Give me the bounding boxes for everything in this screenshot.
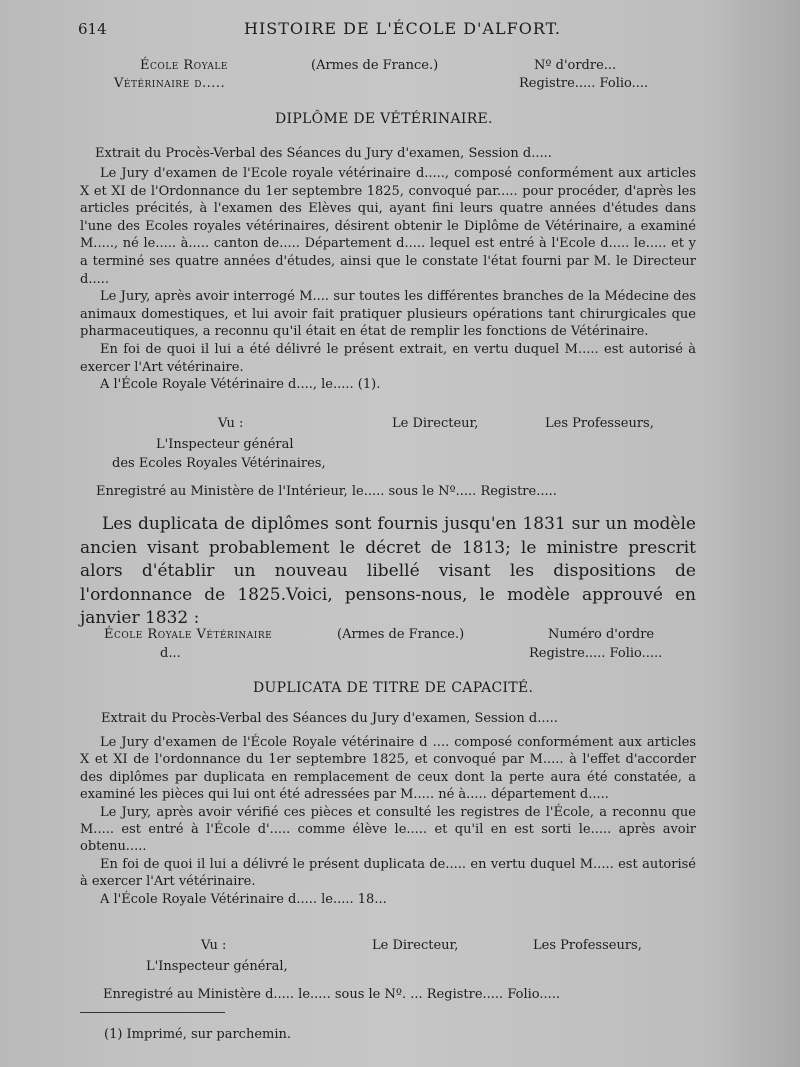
diploma1-arms: (Armes de France.)	[311, 58, 439, 73]
diploma1-extract: Extrait du Procès-Verbal des Séances du Jury d'examen, Session d.....	[95, 146, 552, 161]
diploma2-paragraph: En foi de quoi il lui a délivré le présent duplicata de..... en vertu duquel M..... est autorisé à exercer l'Art vétérinaire.	[80, 856, 696, 890]
diploma1-paragraph: A l'École Royale Vétérinaire d...., le..... (1).	[100, 377, 381, 393]
diploma1-title: DIPLÔME DE VÉTÉRINAIRE.	[275, 111, 493, 127]
diploma1-enregistre: Enregistré au Ministère de l'Intérieur, le..... sous le Nº..... Registre.....	[96, 484, 557, 499]
diploma1-paragraph: En foi de quoi il lui a été délivré le présent extrait, en vertu duquel M..... est autorisé à exercer l'Art vétérinaire.	[80, 341, 696, 375]
diploma2-enregistre: Enregistré au Ministère d..... le..... sous le Nº. ... Registre..... Folio.....	[103, 987, 561, 1002]
diploma1-directeur: Le Directeur,	[392, 416, 479, 431]
diploma1-professeurs: Les Professeurs,	[545, 416, 654, 431]
diploma1-register: Registre..... Folio....	[519, 76, 649, 91]
diploma2-paragraph: Le Jury d'examen de l'École Royale vétérinaire d .... composé conformément aux articles X et XI de l'ordonnance du 1er septembre 1825, et convoqué par M..... à l'effet d'accorder des diplômes par duplicata en remplacement de ceux dont la perte aura été constatée, a examiné les pièces qui lui ont été adressées par M..... né à..... département d.....	[80, 735, 696, 803]
diploma2-paragraph: Le Jury, après avoir vérifié ces pièces et consulté les registres de l'École, a reconnu que M..... est entré à l'École d'..... comme élève le..... et qu'il en est sorti le..... après avoir obtenu.....	[80, 804, 696, 855]
diploma1-inspecteur-line1: L'Inspecteur général	[156, 437, 294, 452]
diploma1-order-number: Nº d'ordre...	[534, 58, 617, 73]
running-title: HISTOIRE DE L'ÉCOLE D'ALFORT.	[244, 19, 561, 38]
diploma2-directeur: Le Directeur,	[372, 938, 459, 953]
diploma2-inspecteur: L'Inspecteur général,	[146, 959, 288, 974]
page-number: 614	[78, 20, 107, 38]
diploma1-school-line1: École Royale	[140, 58, 228, 73]
diploma2-vu: Vu :	[201, 938, 227, 953]
diploma1-paragraph: Le Jury, après avoir interrogé M.... sur toutes les différentes branches de la Médecine des animaux domestiques, et lui avoir fait pratiquer plusieurs opérations tant chirurgicales que pharmaceutiques, a reconnu qu'il était en état de remplir les fonctions de Vétérinaire.	[80, 289, 696, 340]
diploma2-body	[80, 734, 696, 908]
footnote-rule	[80, 1012, 225, 1013]
diploma2-register: Registre..... Folio.....	[529, 646, 663, 661]
diploma1-paragraph: Le Jury d'examen de l'Ecole royale vétérinaire d....., composé conformément aux articles X et XI de l'Ordonnance du 1er septembre 1825, convoqué par..... pour procéder, d'après les articles précités, à l'examen des Elèves qui, ayant fini leurs quatre années d'études dans l'une des Ecoles royales vétérinaires, désirent obtenir le Diplôme de Vétérinaire, a examiné M....., né le..... à..... canton de..... Département d..... lequel est entré à l'Ecole d..... le..... et y a terminé ses quatre années d'études, ainsi que le constate l'état fourni par M. le Directeur d.....	[80, 166, 696, 287]
commentary-paragraph: Les duplicata de diplômes sont fournis jusqu'en 1831 sur un modèle ancien visant probablement le décret de 1813; le ministre prescrit alors d'établir un nouveau libellé visant les dispositions de l'ordonnance de 1825.Voici, pensons-nous, le modèle approuvé en janvier 1832 :	[80, 514, 696, 628]
diploma1-inspecteur-line2: des Ecoles Royales Vétérinaires,	[112, 456, 326, 471]
diploma2-school-line2: d...	[160, 646, 181, 661]
footnote: (1) Imprimé, sur parchemin.	[104, 1027, 292, 1042]
diploma2-professeurs: Les Professeurs,	[533, 938, 642, 953]
diploma2-paragraph: A l'École Royale Vétérinaire d..... le..... 18...	[100, 891, 387, 907]
diploma1-school-line2: Vétérinaire d.....	[114, 76, 226, 91]
diploma2-extract: Extrait du Procès-Verbal des Séances du Jury d'examen, Session d.....	[101, 711, 558, 726]
diploma2-arms: (Armes de France.)	[337, 627, 465, 642]
diploma1-vu: Vu :	[218, 416, 244, 431]
diploma2-title: DUPLICATA DE TITRE DE CAPACITÉ.	[253, 680, 534, 696]
diploma1-body	[80, 165, 696, 394]
diploma2-order-number: Numéro d'ordre	[548, 627, 655, 642]
diploma2-school-line1: École Royale Vétérinaire	[104, 627, 273, 642]
